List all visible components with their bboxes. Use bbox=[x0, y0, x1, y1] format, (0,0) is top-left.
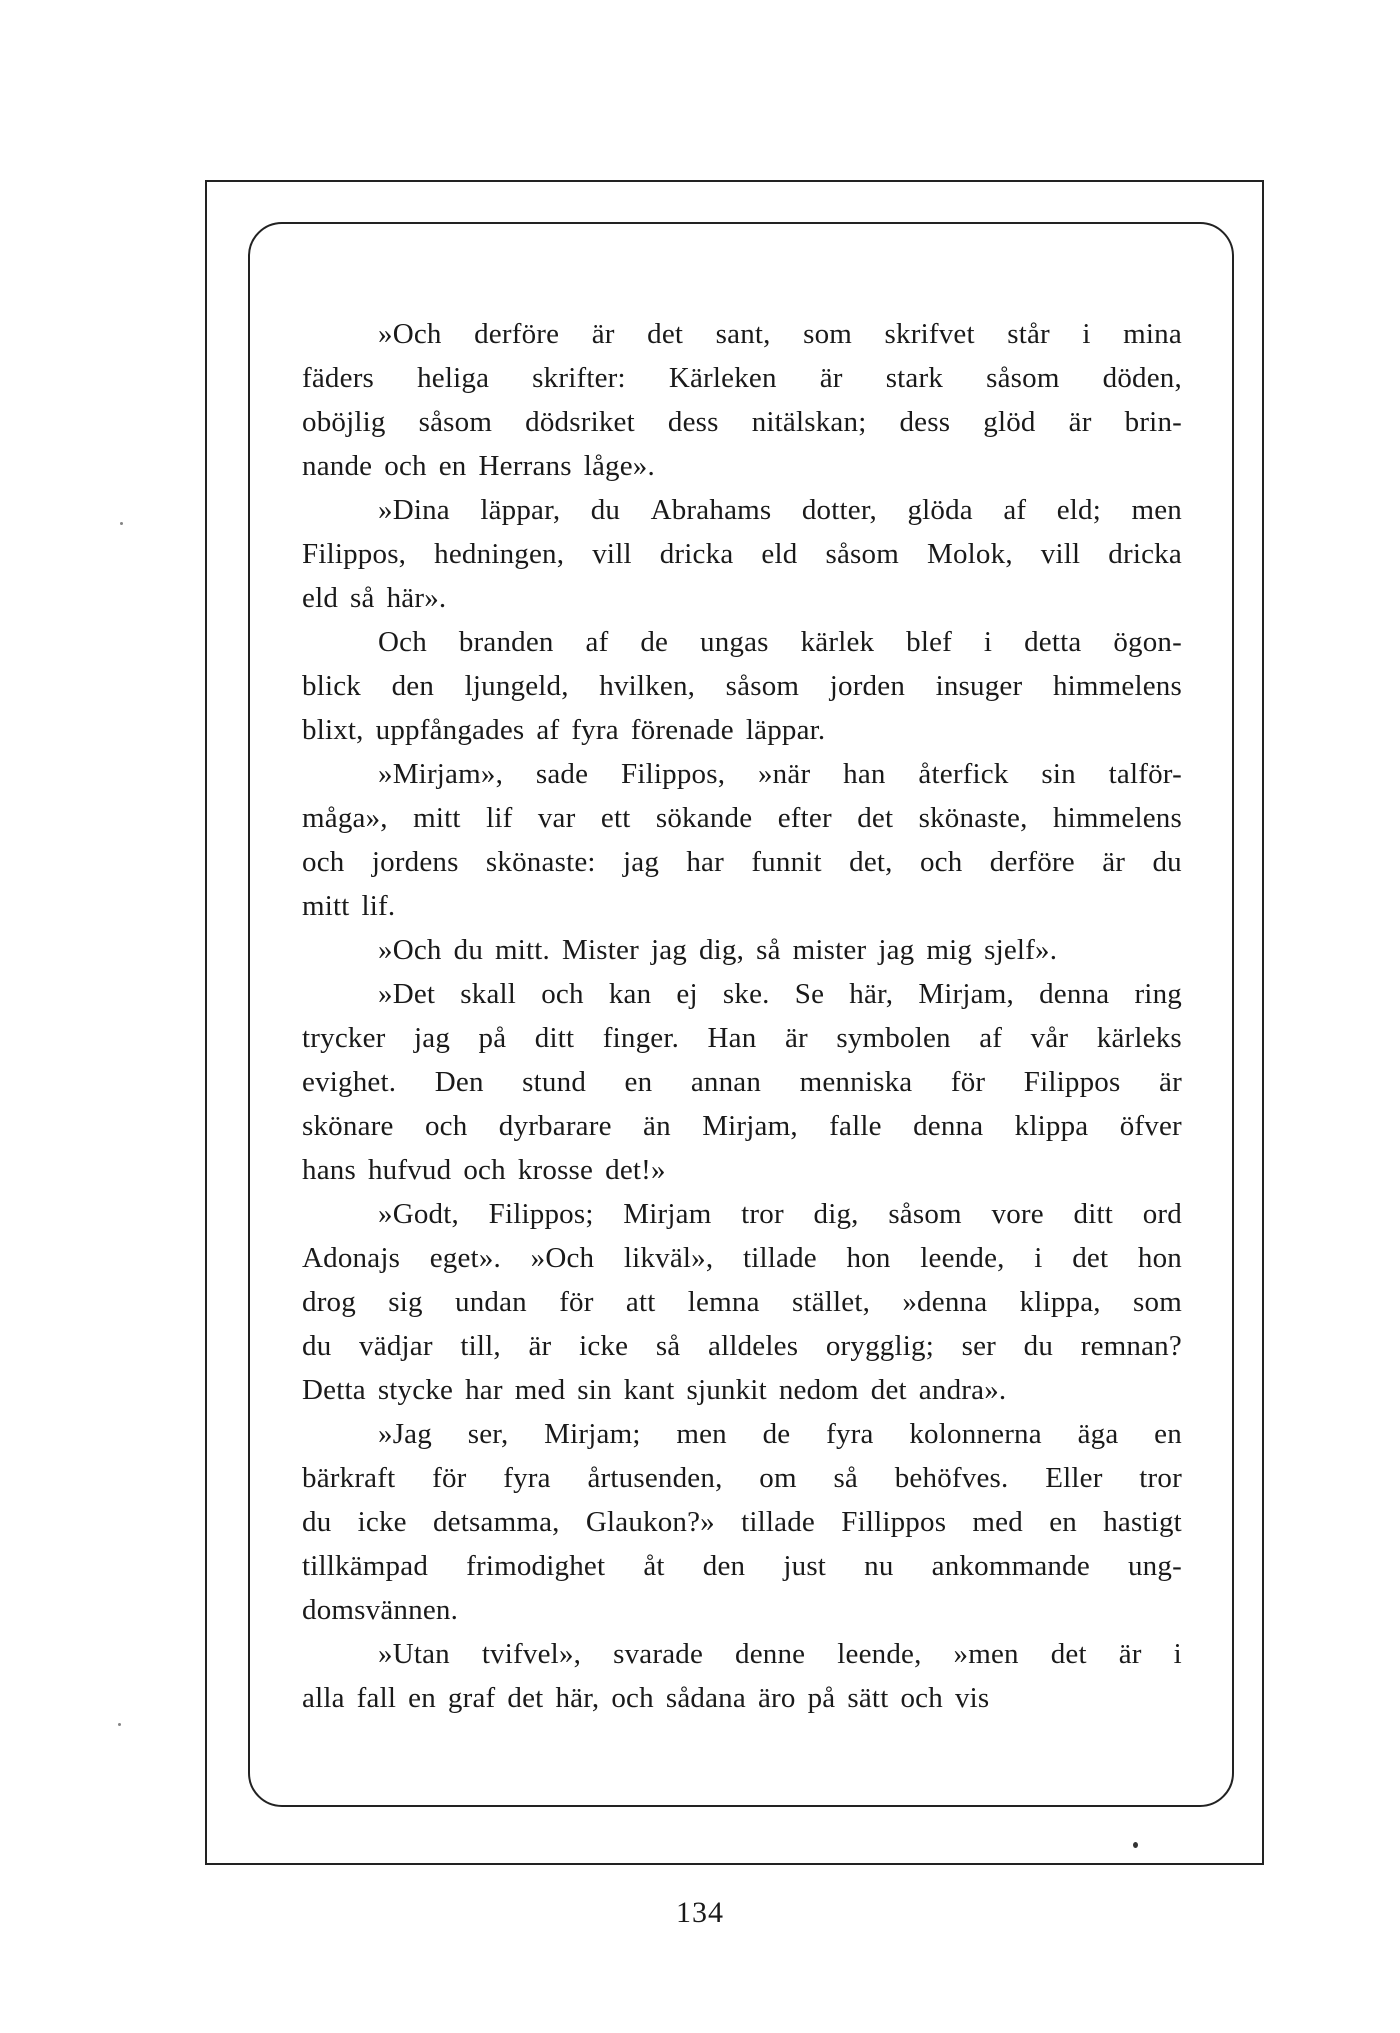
text-line: oböjlig såsom dödsriket dess nitälskan; dess glöd är brin- bbox=[302, 406, 1182, 438]
text-line: Och branden af de ungas kärlek blef i detta ögon- bbox=[378, 626, 1182, 658]
text-line: »Och derföre är det sant, som skrifvet står i mina bbox=[378, 318, 1182, 350]
text-line: »Det skall och kan ej ske. Se här, Mirjam, denna ring bbox=[378, 978, 1182, 1010]
text-line: bärkraft för fyra årtusenden, om så behöfves. Eller tror bbox=[302, 1462, 1182, 1494]
text-line: måga», mitt lif var ett sökande efter det skönaste, himmelens bbox=[302, 802, 1182, 834]
text-line: »Och du mitt. Mister jag dig, så mister jag mig sjelf». bbox=[378, 934, 1058, 966]
text-line: skönare och dyrbarare än Mirjam, falle denna klippa öfver bbox=[302, 1110, 1182, 1142]
text-line: »Dina läppar, du Abrahams dotter, glöda af eld; men bbox=[378, 494, 1182, 526]
page-number: 134 bbox=[676, 1896, 724, 1929]
text-line: mitt lif. bbox=[302, 890, 396, 922]
body-text bbox=[302, 312, 1182, 1720]
text-line: domsvännen. bbox=[302, 1594, 459, 1626]
text-line: Filippos, hedningen, vill dricka eld såsom Molok, vill dricka bbox=[302, 538, 1182, 570]
text-line: »Godt, Filippos; Mirjam tror dig, såsom vore ditt ord bbox=[378, 1198, 1182, 1230]
text-line: och jordens skönaste: jag har funnit det, och derföre är du bbox=[302, 846, 1182, 878]
text-line: nande och en Herrans låge». bbox=[302, 450, 655, 482]
print-speck bbox=[1133, 1842, 1138, 1848]
text-line: du icke detsamma, Glaukon?» tillade Fillippos med en hastigt bbox=[302, 1506, 1182, 1538]
text-line: Detta stycke har med sin kant sjunkit nedom det andra». bbox=[302, 1374, 1007, 1406]
text-line: blixt, uppfångades af fyra förenade läppar. bbox=[302, 714, 826, 746]
text-line: eld så här». bbox=[302, 582, 447, 614]
text-line: »Jag ser, Mirjam; men de fyra kolonnerna äga en bbox=[378, 1418, 1182, 1450]
text-line: »Utan tvifvel», svarade denne leende, »men det är i bbox=[378, 1638, 1182, 1670]
text-line: fäders heliga skrifter: Kärleken är stark såsom döden, bbox=[302, 362, 1182, 394]
text-line: evighet. Den stund en annan menniska för Filippos är bbox=[302, 1066, 1182, 1098]
text-line: alla fall en graf det här, och sådana äro på sätt och vis bbox=[302, 1682, 990, 1714]
text-line: du vädjar till, är icke så alldeles orygglig; ser du remnan? bbox=[302, 1330, 1182, 1362]
print-speck bbox=[118, 1723, 121, 1726]
text-line: drog sig undan för att lemna stället, »denna klippa, som bbox=[302, 1286, 1182, 1318]
print-speck bbox=[120, 522, 123, 525]
text-line: tillkämpad frimodighet åt den just nu ankommande ung- bbox=[302, 1550, 1182, 1582]
text-line: Adonajs eget». »Och likväl», tillade hon leende, i det hon bbox=[302, 1242, 1182, 1274]
text-line: »Mirjam», sade Filippos, »när han återfick sin talför- bbox=[378, 758, 1182, 790]
text-line: hans hufvud och krosse det!» bbox=[302, 1154, 666, 1186]
text-line: blick den ljungeld, hvilken, såsom jorden insuger himmelens bbox=[302, 670, 1182, 702]
text-line: trycker jag på ditt finger. Han är symbolen af vår kärleks bbox=[302, 1022, 1182, 1054]
